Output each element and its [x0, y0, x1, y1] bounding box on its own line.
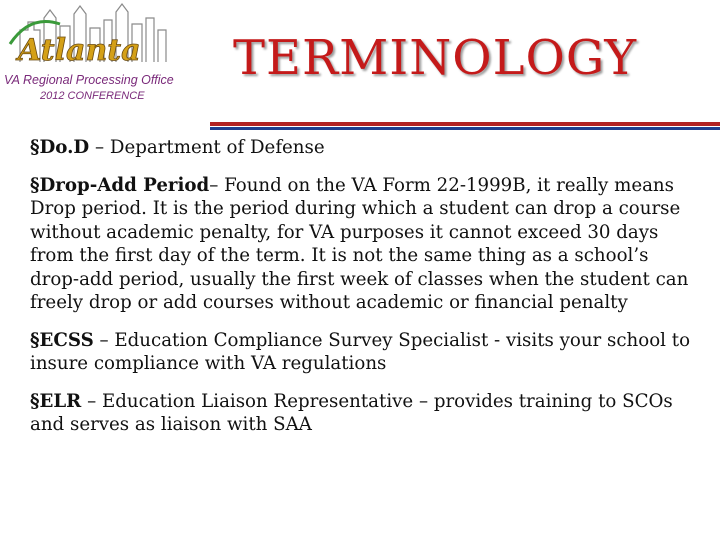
logo-line1: VA Regional Processing Office: [4, 73, 174, 87]
conference-logo: [0, 0, 180, 112]
logo-line2: 2012 CONFERENCE: [40, 90, 145, 102]
term-definition: – Education Liaison Representative – provides training to SCOs and serves as liaison with SAA: [30, 390, 673, 435]
term-item-drop-add-period: [30, 174, 695, 315]
bullet-icon: §: [30, 174, 40, 196]
term-definition: – Found on the VA Form 22-1999B, it really means Drop period. It is the period during which a student can drop a course without academic penalty, for VA purposes it cannot exceed 30 days from the first day of the term. It is not the same thing as a school’s drop-add period, usually the first week of classes when the student can freely drop or add courses without academic or financial penalty: [30, 174, 689, 313]
term-label: Drop-Add Period: [39, 174, 210, 196]
term-label: Do.D: [39, 137, 90, 158]
svg-text:Atlanta: Atlanta: [18, 33, 141, 68]
term-item-elr: [30, 390, 695, 437]
divider-blue: [210, 127, 720, 130]
bullet-icon: §: [30, 329, 40, 351]
bullet-icon: §: [30, 390, 40, 412]
divider-red: [210, 122, 720, 126]
term-item-ecss: [30, 329, 695, 376]
page-title: TERMINOLOGY: [232, 30, 638, 86]
term-item-dod: [30, 136, 695, 160]
terminology-list: [30, 136, 695, 451]
bullet-icon: §: [30, 137, 40, 158]
atlanta-skyline-logo: [0, 0, 180, 112]
term-label: ECSS: [39, 329, 94, 351]
term-definition: – Department of Defense: [89, 137, 325, 158]
term-definition: – Education Compliance Survey Specialist - visits your school to insure compliance with VA regulations: [30, 329, 691, 374]
term-label: ELR: [39, 390, 82, 412]
